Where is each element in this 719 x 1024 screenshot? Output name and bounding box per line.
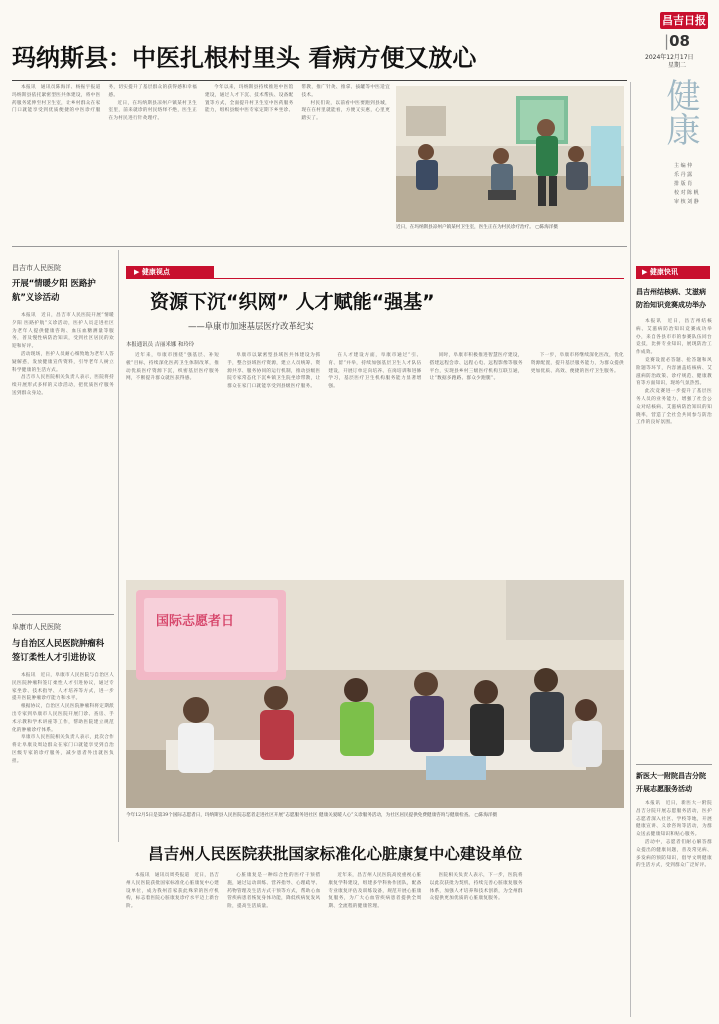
paragraph: 昌吉市人民医院相关负责人表示，医院将持续开展形式多样的义诊活动，把优质医疗服务送到群众身边。 <box>12 375 114 396</box>
page-number: |08 <box>664 32 690 50</box>
issue-weekday: 星期二 <box>668 62 687 69</box>
left-article-2-title: 与自治区人民医院肿瘤科签订柔性人才引进协议 <box>12 638 105 662</box>
event-banner-text: 国际志愿者日 <box>156 614 235 629</box>
feature-text <box>126 352 624 574</box>
photo-clinic-treatment <box>396 86 624 222</box>
feature-title: 资源下沉“织网” 人才赋能“强基” <box>150 291 435 313</box>
feature-bar-line <box>206 278 624 279</box>
right-item-2-title: 新医大一附院昌吉分院开展志愿服务活动 <box>636 772 706 793</box>
paragraph: 本报讯 近日，新医大一附院昌吉分院开展志愿服务活动，医护志愿者深入社区、学校等地，开展健康宣讲、义诊咨询等活动，为群众送去健康知识和贴心服务。 <box>636 801 712 838</box>
paragraph: 医院相关负责人表示，下一步，医院将以此次获批为契机，持续完善心脏康复服务体系，加强人才培养和技术创新，为全州群众提供更加优质的心脏康复服务。 <box>429 873 523 902</box>
paper-name-badge: 昌吉日报 <box>662 14 706 27</box>
story-bottom-text <box>126 872 624 1017</box>
left-article-2-source: 阜康市人民医院 <box>12 623 61 631</box>
credit-line: 主 编 仲 <box>674 163 693 169</box>
paragraph: 此次竞赛进一步提升了基层医务人员的业务能力，增强了社会公众对结核病、艾滋病防治知识的知晓率，营造了全社会共同参与防治工作的良好氛围。 <box>636 389 712 426</box>
section-title-vertical: 健康 <box>660 78 700 146</box>
paragraph: 本报讯 近日，阜康市人民医院与自治区人民医院肿瘤科签订柔性人才引进协议，通过专家坐诊、技术指导、人才培养等方式，进一步提升医院肿瘤诊疗能力和水平。 <box>12 673 114 702</box>
main-headline: 玛纳斯县：中医扎根村里头 看病方便又放心 <box>12 44 477 72</box>
feature-section-bar: ▶ 健康视点 <box>126 266 214 279</box>
photo-caption-top: 近日，在玛纳斯县凉州户镇某村卫生室，医生正在为村民诊疗治疗。 ▢陈海洋摄 <box>396 225 559 230</box>
left-article-1-text <box>12 312 114 608</box>
photo-caption-mid: 今年12月5日是第39个国际志愿者日，玛纳斯县人民医院志愿者走进社区开展“志愿服务进社区 健康关爱暖人心”义诊服务活动，为社区居民提供免费健康咨询与健康检查。 ▢陈海洋摄 <box>126 813 498 818</box>
right-column-divider <box>630 82 631 1017</box>
paragraph: 近日，在玛纳斯县凉州户镇某村卫生室里，前来就诊的村民络绎不绝，医生正在为村民进行针灸理疗。 <box>108 100 197 122</box>
paragraph: 村民们说，以前看中医要跑到县城，现在在村里就能看，方便又实惠，心里更踏实了。 <box>301 100 390 122</box>
paragraph: 阜康市以紧密型县域医共体建设为抓手，整合县域医疗资源，建立人员统筹、资源共享、服务协同的运行机制，推动县级医院专家常态化下沉乡镇卫生院坐诊带教，让群众在家门口就能享受到县级医疗服务。 <box>227 353 321 390</box>
left-article-2-text <box>12 672 114 1017</box>
photo-credit: 陈海洋摄 <box>539 225 559 230</box>
left-article-1-title: 开展“情暖夕阳 医路护航”义诊活动 <box>12 278 96 302</box>
credit-line: 排 版 肖 <box>674 181 693 187</box>
story-main-text <box>12 84 390 244</box>
section-credits <box>674 162 714 207</box>
credit-line: 审 核 刘 静 <box>674 199 699 205</box>
paragraph: 竞赛设置必答题、抢答题和风险题等环节，内容涵盖结核病、艾滋病防治政策、诊疗规范、健康教育等方面知识，现场气氛热烈。 <box>636 357 712 387</box>
paragraph: 近年来，阜康市围绕“强基层、补短板”目标，持续深化医药卫生体制改革，推动优质医疗资源下沉，织密基层医疗服务网，不断提升群众就医获得感。 <box>126 353 220 382</box>
paragraph: 下一步，阜康市将继续深化医改，优化资源配置，提升基层服务能力，为群众提供更加优质、高效、便捷的医疗卫生服务。 <box>530 353 624 374</box>
bottom-headline: 昌吉州人民医院获批国家标准化心脏康复中心建设单位 <box>148 845 523 863</box>
right-section-bar: ▶ 健康快讯 <box>636 266 710 279</box>
right-item-rule <box>636 764 712 765</box>
headline-rule <box>12 80 627 81</box>
issue-date: 2024年12月17日 <box>645 54 694 61</box>
paragraph: 同时，阜康市积极推进智慧医疗建设，搭建远程会诊、远程心电、远程影像等服务平台，实现县乡村三级医疗机构互联互通，让“数据多跑路、群众少跑腿”。 <box>429 353 523 382</box>
bar-marker-icon: ▶ <box>134 268 140 276</box>
paragraph: 本报讯 近日，昌吉州结核病、艾滋病防治知识竞赛成功举办，来自各县市市的参赛队伍同台竞技，比拼专业知识，展现防治工作成效。 <box>636 319 712 356</box>
credit-line: 乐 丹 露 <box>674 172 693 178</box>
right-item-2-text <box>636 800 712 1017</box>
feature-byline: 本报通讯员 吉丽米娜 和玲玲 <box>126 342 195 348</box>
left-article-1-source: 昌吉市人民医院 <box>12 264 61 272</box>
right-item-1-text <box>636 318 712 758</box>
left-column-divider <box>118 250 119 842</box>
paragraph: 本报讯 通讯员周英报道 近日，昌吉州人民医院获批国家标准化心脏康复中心建设单位，成为我州首家获此殊荣的医疗机构，标志着医院心脏康复诊疗水平迈上新台阶。 <box>126 873 220 910</box>
paragraph: 阜康市人民医院相关负责人表示，此次合作将让阜康及周边群众在家门口就能享受到自治区级专家的诊疗服务，减少患者外出就医负担。 <box>12 735 114 764</box>
paragraph: 心脏康复是一种综合性的医疗干预措施，通过运动训练、营养指导、心理疏导、药物管理及生活方式干预等方式，帮助心血管疾病患者恢复身体功能，降低疾病复发风险，提高生活质量。 <box>227 873 321 910</box>
section-rule <box>12 246 627 247</box>
photo-credit: 陈海洋摄 <box>478 813 498 818</box>
camera-icon: ▢ <box>535 225 540 230</box>
feature-subtitle: ——阜康市加速基层医疗改革纪实 <box>188 321 314 331</box>
paragraph: 活动中，志愿者们耐心解答群众提出的健康问题，普及常见病、多发病的预防知识，倡导文明健康的生活方式，受到群众广泛好评。 <box>636 839 712 869</box>
paragraph: 根据协议，自治区人民医院肿瘤科将定期派出专家到阜康市人民医院开展门诊、查房、手术示教和学术讲座等工作，帮助医院建立规范化的肿瘤诊疗体系。 <box>12 704 114 733</box>
paragraph: 本报讯 近日，昌吉市人民医院开展“情暖夕阳 医路护航”义诊活动，医护人员走进社区为老年人提供健康咨询、血压血糖测量等服务，普及慢性病防治知识，受到社区居民的欢迎和好评。 <box>12 313 114 350</box>
right-item-1-title: 昌吉州结核病、艾滋病防治知识竞赛成功举办 <box>636 288 706 309</box>
paragraph: 今年以来，玛纳斯县持续推进中医馆建设，通过人才下沉、技术帮扶、设备配置等方式，全面提升村卫生室中医药服务能力，组织县级中医专家定期下乡坐诊、带教，推广针灸、推拿、拔罐等中医适宜技术。 <box>205 85 390 114</box>
paragraph: 近年来，昌吉州人民医院高度重视心脏康复学科建设，组建多学科协作团队，配备专业康复评估及训练设备，规范开展心脏康复服务，为广大心血管疾病患者提供全周期、全流程的健康管理。 <box>328 873 422 910</box>
paragraph: 在人才建设方面，阜康市通过“引、育、留”并举，持续加强基层卫生人才队伍建设，开展订单定向培养、在岗培训和进修学习，基层医疗卫生机构服务能力显著增强。 <box>328 353 422 390</box>
paragraph: 本报讯 通讯员陈海洋、杨振宇报道 玛纳斯县依托紧密型医共体建设，将中医药服务延伸至村卫生室，让乡村群众在家门口就能享受到优质便捷的中医诊疗服务，切实提升了基层群众的获得感和幸福感。 <box>12 85 197 114</box>
camera-icon: ▢ <box>474 813 479 818</box>
photo-volunteer-event <box>126 580 624 808</box>
left-article-rule <box>12 614 114 615</box>
paragraph: 活动现场，医护人员耐心细致地为老年人答疑解惑，发放健康宣传资料，引导老年人树立科学健康的生活方式。 <box>12 351 114 373</box>
bar-marker-icon: ▶ <box>642 268 648 276</box>
credit-line: 校 对 陈 帆 <box>674 190 699 196</box>
